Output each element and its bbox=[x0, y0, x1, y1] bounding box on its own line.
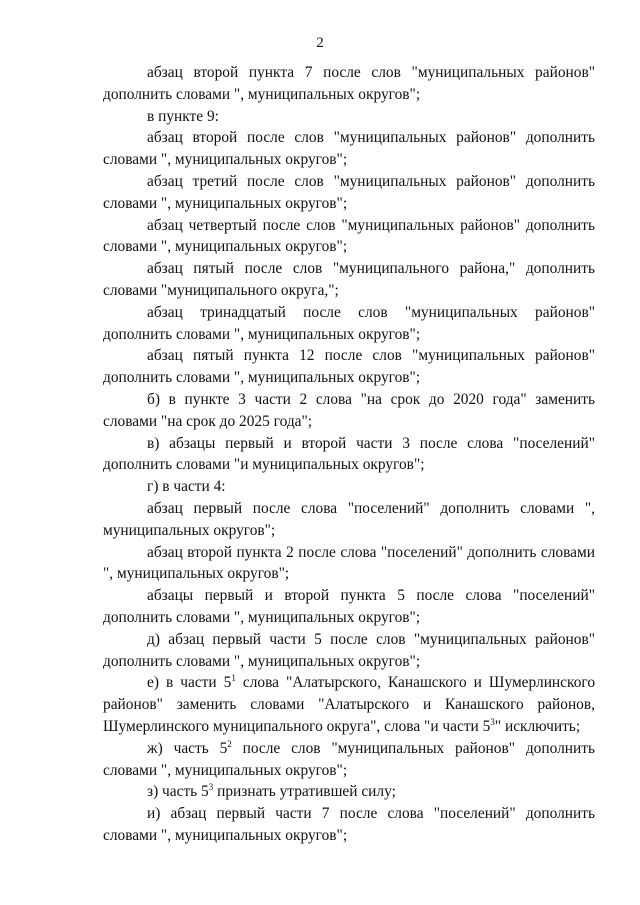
superscript: 3 bbox=[208, 782, 214, 793]
paragraph: в) абзацы первый и второй части 3 после слова "поселений" дополнить словами "и муниципальных округов"; bbox=[103, 434, 595, 474]
paragraph: абзац тринадцатый после слов "муниципальных районов" дополнить словами ", муниципальных округов"; bbox=[103, 303, 595, 343]
text-run: слова "Алатырского, Канашского и Шумерлинского районов" заменить словами "Алатырского и Канашского районов, Шумерлинского муниципального округа", слова "и части 5 bbox=[103, 674, 596, 735]
paragraph: абзац пятый пункта 12 после слов "муниципальных районов" дополнить словами ", муниципальных округов"; bbox=[103, 347, 595, 387]
superscript: 1 bbox=[231, 673, 236, 684]
paragraph: г) в части 4: bbox=[147, 478, 226, 496]
paragraph: абзац второй пункта 7 после слов "муниципальных районов" дополнить словами ", муниципальных округов"; bbox=[103, 64, 595, 103]
text-run: " исключить; bbox=[494, 717, 581, 735]
paragraph: в пункте 9: bbox=[147, 107, 219, 125]
text-run: признать утратившей силу; bbox=[213, 783, 396, 801]
superscript: 3 bbox=[490, 716, 495, 727]
text-run: ж) часть 5 bbox=[147, 739, 228, 757]
paragraph: д) абзац первый части 5 после слов "муниципальных районов" дополнить словами ", муниципальных округов"; bbox=[103, 630, 595, 670]
paragraph: абзац пятый после слов "муниципального района," дополнить словами "муниципального округа,"; bbox=[103, 260, 595, 299]
paragraph: абзацы первый и второй пункта 5 после слова "поселений" дополнить словами ", муниципальных округов"; bbox=[103, 587, 595, 626]
paragraph: б) в пункте 3 части 2 слова "на срок до 2020 года" заменить словами "на срок до 2025 года"; bbox=[103, 390, 595, 430]
paragraph: абзац второй после слов "муниципальных районов" дополнить словами ", муниципальных округов"; bbox=[103, 129, 595, 169]
document-body bbox=[103, 62, 595, 847]
page-number: 2 bbox=[316, 35, 324, 51]
superscript: 2 bbox=[227, 738, 232, 749]
paragraph-e bbox=[103, 672, 595, 737]
paragraph: абзац четвертый после слов "муниципальных районов" дополнить словами ", муниципальных округов"; bbox=[103, 216, 595, 256]
text-run: з) часть 5 bbox=[147, 783, 209, 801]
paragraph-z bbox=[103, 781, 595, 803]
text-run: е) в части 5 bbox=[147, 674, 232, 692]
paragraph: абзац первый после слова "поселений" дополнить словами ", муниципальных округов"; bbox=[103, 499, 595, 539]
paragraph-zh bbox=[103, 738, 595, 782]
paragraph-i: и) абзац первый части 7 после слова "поселений" дополнить словами ", муниципальных округов"; bbox=[103, 805, 595, 844]
paragraph: абзац второй пункта 2 после слова "поселений" дополнить словами ", муниципальных округов"; bbox=[103, 543, 595, 583]
paragraph: абзац третий после слов "муниципальных районов" дополнить словами ", муниципальных округов"; bbox=[103, 172, 595, 212]
text-run: после слов "муниципальных районов" дополнить словами ", муниципальных округов"; bbox=[103, 739, 595, 779]
